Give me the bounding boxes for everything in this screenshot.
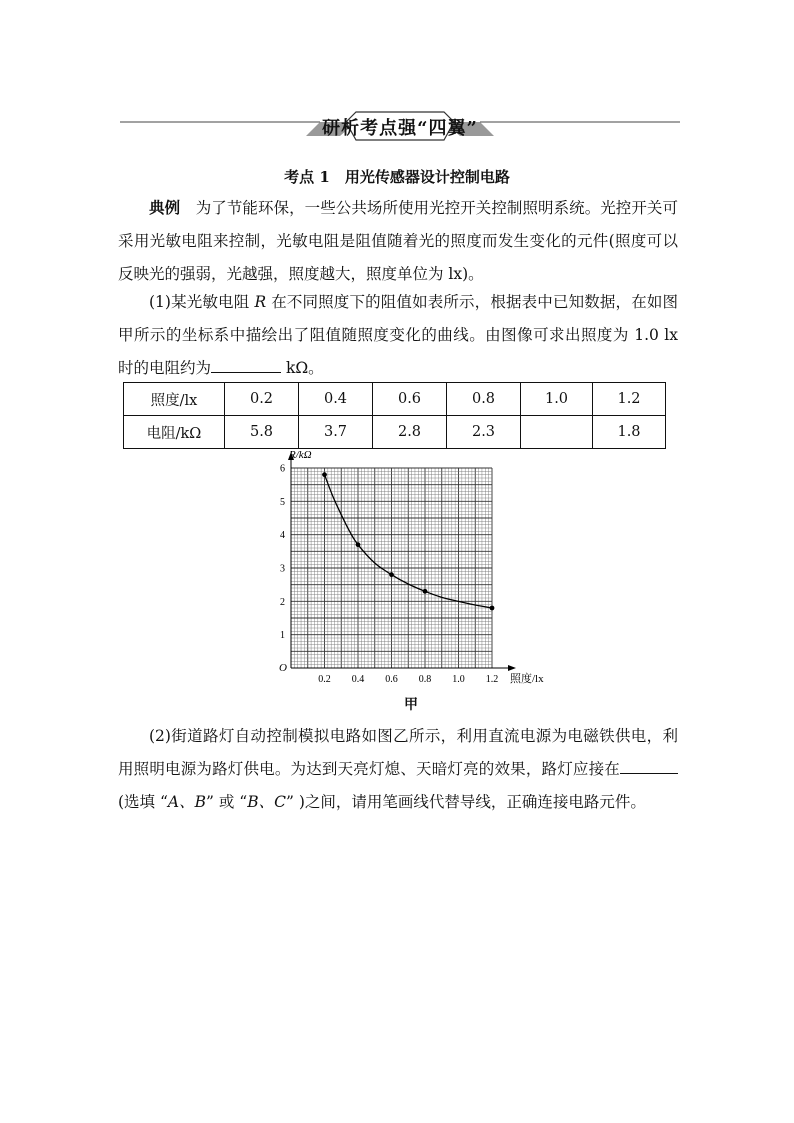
table-cell: 0.8 <box>447 383 521 416</box>
table-cell: 3.7 <box>299 416 373 449</box>
section-title: 考点 1 用光传感器设计控制电路 <box>284 168 510 186</box>
data-point <box>389 572 394 577</box>
table-cell: 5.8 <box>225 416 299 449</box>
chart-y-axis-label: R/kΩ <box>289 449 312 461</box>
table-cell: 1.0 <box>521 383 593 416</box>
q2-option-2: B、C <box>247 793 286 811</box>
table-cell: 2.3 <box>447 416 521 449</box>
header-title: 研析考点强“四翼” <box>322 118 478 139</box>
x-tick-label: 0.8 <box>418 674 432 685</box>
x-tick-label: 0.4 <box>351 674 365 685</box>
table-header-cell: 照度/lx <box>124 383 225 416</box>
data-table <box>123 382 666 449</box>
chart-grid <box>291 468 492 668</box>
q1-unit: kΩ。 <box>281 359 324 377</box>
data-point <box>322 472 327 477</box>
example-paragraph <box>118 192 678 291</box>
table-cell: 0.4 <box>299 383 373 416</box>
x-tick-label: 0.2 <box>318 674 331 685</box>
data-point <box>356 542 361 547</box>
y-tick-label: 4 <box>280 530 285 542</box>
y-tick-label: 1 <box>280 630 285 642</box>
example-intro-text: 为了节能环保，一些公共场所使用光控开关控制照明系统。光控开关可采用光敏电阻来控制，光敏电阻是阻值随着光的照度而发生变化的元件(照度可以反映光的强弱，光越强，照度越大，照度单位为 lx)。 <box>118 199 678 283</box>
section-header-banner <box>120 110 680 144</box>
figure-caption: 甲 <box>404 697 418 713</box>
table-cell: 1.8 <box>593 416 666 449</box>
data-point <box>423 589 428 594</box>
x-tick-label: 1.2 <box>485 674 499 685</box>
example-label: 典例 <box>149 199 181 217</box>
data-point <box>490 606 495 611</box>
table-cell: 1.2 <box>593 383 666 416</box>
table-row <box>124 383 666 416</box>
q2-answer-blank[interactable] <box>620 757 678 774</box>
q2-text-mid: ” 或 “ <box>206 793 248 811</box>
q2-text-1: (2)街道路灯自动控制模拟电路如图乙所示，利用直流电源为电磁铁供电，利用照明电源为路灯供电。为达到天亮灯熄、天暗灯亮的效果，路灯应接在 <box>118 727 678 778</box>
question-2 <box>118 720 678 819</box>
table-cell: 0.6 <box>373 383 447 416</box>
table-header-cell: 电阻/kΩ <box>124 416 225 449</box>
q1-variable: R <box>254 293 267 311</box>
table-row <box>124 416 666 449</box>
y-tick-label: 5 <box>280 496 285 508</box>
table-cell-empty <box>521 416 593 449</box>
resistance-illuminance-chart <box>270 448 560 693</box>
q2-option-1: A、B <box>167 793 206 811</box>
q2-text-3: ” )之间，请用笔画线代替导线，正确连接电路元件。 <box>285 793 646 811</box>
y-tick-label: 6 <box>280 463 285 475</box>
q1-text-after: 在不同照度下的阻值如表所示，根据表中已知数据，在如图甲所示的坐标系中描绘出了阻值随照度变化的曲线。由图像可求出照度为 1.0 lx 时的电阻约为 <box>118 293 678 377</box>
x-tick-label: 1.0 <box>452 674 465 685</box>
table-cell: 0.2 <box>225 383 299 416</box>
q1-text-before: (1)某光敏电阻 <box>149 293 255 311</box>
y-tick-label: 2 <box>280 596 285 608</box>
table-cell: 2.8 <box>373 416 447 449</box>
q1-answer-blank[interactable] <box>211 356 281 373</box>
chart-x-axis-label: 照度/lx <box>510 673 544 685</box>
x-tick-label: 0.6 <box>385 674 398 685</box>
y-tick-label: 3 <box>280 563 285 575</box>
chart-origin-label: O <box>279 662 287 674</box>
q2-text-2: (选填 “ <box>118 793 168 811</box>
x-axis-arrow <box>508 665 516 671</box>
question-1 <box>118 286 678 385</box>
